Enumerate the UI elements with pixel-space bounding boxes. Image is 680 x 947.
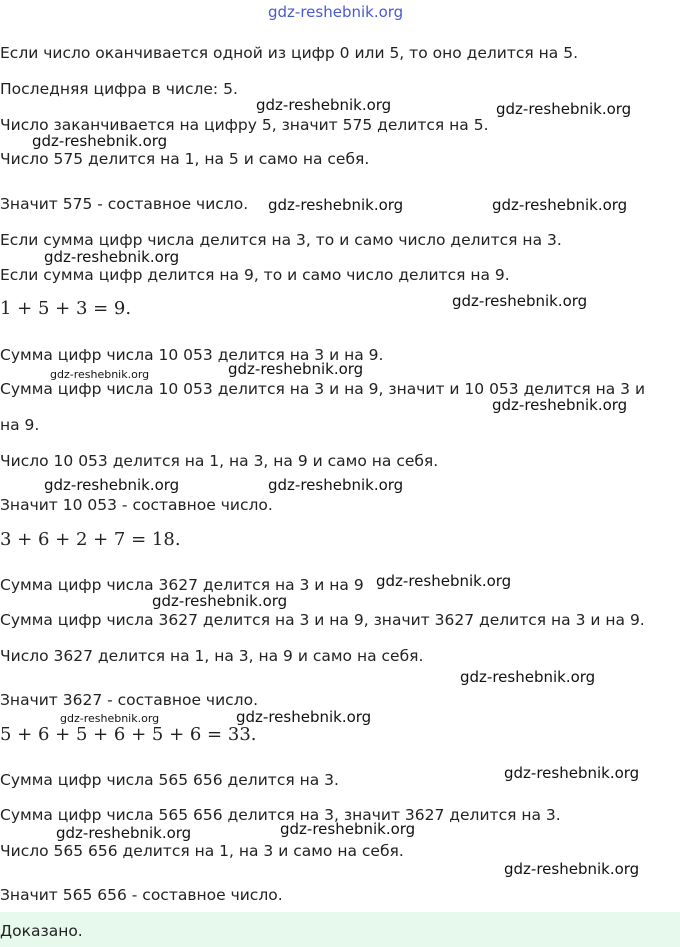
- watermark: gdz-reshebnik.org: [56, 824, 192, 842]
- watermark: gdz-reshebnik.org: [268, 476, 404, 494]
- watermark: gdz-reshebnik.org: [32, 132, 168, 150]
- equation: 1 + 5 + 3 = 9.: [0, 298, 132, 319]
- text-line: Если сумма цифр делится на 9, то и само число делится на 9.: [0, 266, 510, 284]
- watermark: gdz-reshebnik.org: [236, 708, 372, 726]
- watermark: gdz-reshebnik.org: [44, 476, 180, 494]
- text-line: Значит 10 053 - составное число.: [0, 496, 273, 514]
- text-line: Сумма цифр числа 3627 делится на 3 и на 9: [0, 576, 364, 594]
- text-line: Если число оканчивается одной из цифр 0 или 5, то оно делится на 5.: [0, 44, 579, 62]
- text-line: Если сумма цифр числа делится на 3, то и само число делится на 3.: [0, 231, 562, 249]
- watermark: gdz-reshebnik.org: [496, 100, 632, 118]
- watermark: gdz-reshebnik.org: [504, 764, 640, 782]
- watermark: gdz-reshebnik.org: [60, 712, 160, 725]
- watermark: gdz-reshebnik.org: [280, 820, 416, 838]
- text-line: Значит 3627 - составное число.: [0, 691, 258, 709]
- watermark: gdz-reshebnik.org: [268, 196, 404, 214]
- watermark: gdz-reshebnik.org: [492, 396, 628, 414]
- text-line: Сумма цифр числа 10 053 делится на 3 и на 9, значит и 10 053 делится на 3 и: [0, 380, 646, 398]
- text-line: Последняя цифра в числе: 5.: [0, 80, 238, 98]
- watermark: gdz-reshebnik.org: [228, 360, 364, 378]
- conclusion-band: [0, 912, 680, 947]
- text-line: Число 10 053 делится на 1, на 3, на 9 и само на себя.: [0, 452, 439, 470]
- watermark: gdz-reshebnik.org: [460, 668, 596, 686]
- text-line: Сумма цифр числа 565 656 делится на 3.: [0, 771, 339, 789]
- text-line: на 9.: [0, 416, 40, 434]
- watermark: gdz-reshebnik.org: [50, 368, 150, 381]
- watermark: gdz-reshebnik.org: [504, 860, 640, 878]
- text-line: Число 3627 делится на 1, на 3, на 9 и само на себя.: [0, 647, 424, 665]
- watermark: gdz-reshebnik.org: [492, 196, 628, 214]
- text-line: Значит 575 - составное число.: [0, 195, 249, 213]
- watermark: gdz-reshebnik.org: [376, 572, 512, 590]
- text-line: Число 565 656 делится на 1, на 3 и само на себя.: [0, 842, 404, 860]
- text-line: Значит 565 656 - составное число.: [0, 886, 283, 904]
- watermark: gdz-reshebnik.org: [256, 96, 392, 114]
- text-line: Число 575 делится на 1, на 5 и само на себя.: [0, 150, 370, 168]
- conclusion-text: Доказано.: [0, 922, 83, 940]
- text-line: Число заканчивается на цифру 5, значит 575 делится на 5.: [0, 116, 489, 134]
- watermark: gdz-reshebnik.org: [152, 592, 288, 610]
- text-line: Сумма цифр числа 565 656 делится на 3, значит 3627 делится на 3.: [0, 806, 561, 824]
- text-line: Сумма цифр числа 10 053 делится на 3 и на 9.: [0, 346, 384, 364]
- watermark: gdz-reshebnik.org: [452, 292, 588, 310]
- watermark: gdz-reshebnik.org: [44, 248, 180, 266]
- text-line: Сумма цифр числа 3627 делится на 3 и на 9, значит 3627 делится на 3 и на 9.: [0, 611, 645, 629]
- equation: 3 + 6 + 2 + 7 = 18.: [0, 529, 181, 550]
- watermark-header: gdz-reshebnik.org: [268, 3, 404, 21]
- equation: 5 + 6 + 5 + 6 + 5 + 6 = 33.: [0, 724, 257, 745]
